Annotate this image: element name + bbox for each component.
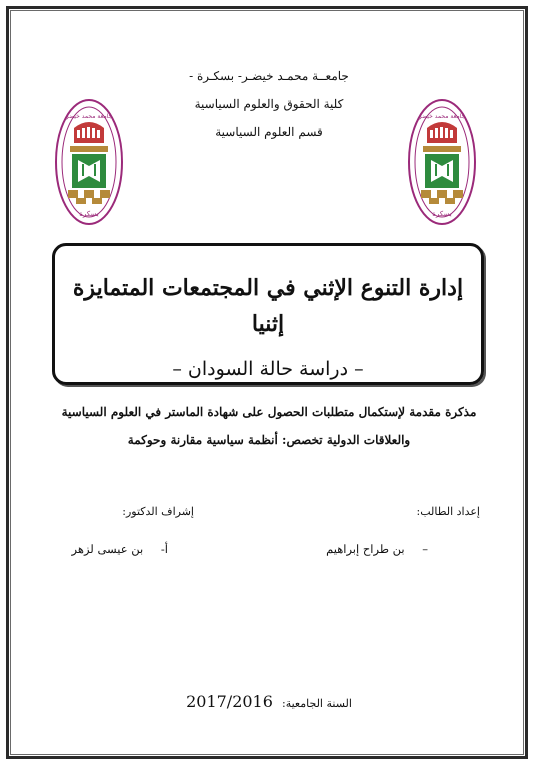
emblem-bottom-text: بسكرة [79, 210, 99, 218]
thesis-description-line1: مذكرة مقدمة لإستكمال متطلبات الحصول على شهادة الماستر في العلوم السياسية [61, 405, 477, 419]
student-name-line [326, 542, 428, 556]
faculty-name: كلية الحقوق والعلوم السياسية [194, 97, 344, 111]
thesis-description [20, 398, 518, 454]
thesis-title: إدارة التنوع الإثني في المجتمعات المتمايزة إثنيا [72, 275, 464, 337]
academic-year [0, 692, 538, 711]
university-emblem-icon [54, 98, 124, 226]
student-prefix: – [422, 542, 428, 556]
academic-year-label: السنة الجامعية: [282, 697, 352, 710]
student-name: بن طراح إبراهيم [326, 542, 405, 556]
emblem-bottom-text: بسكرة [432, 210, 452, 218]
academic-year-value: 2017/2016 [186, 692, 273, 711]
student-label: إعداد الطالب: [416, 505, 480, 518]
supervisor-prefix: أ- [160, 542, 168, 556]
thesis-subtitle: – دراسة حالة السودان – [172, 358, 364, 380]
emblem-ring-text: جامعة محمد خيضر [418, 113, 466, 120]
title-box [52, 243, 484, 385]
department-name: قسم العلوم السياسية [215, 125, 323, 139]
supervisor-name-line [72, 542, 168, 556]
university-emblem-icon [407, 98, 477, 226]
emblem-ring-text: جامعة محمد خيضر [65, 113, 113, 120]
university-name: جامعــة محمـد خيضـر- بسكـرة - [189, 69, 349, 83]
thesis-description-line2: والعلاقات الدولية تخصص: أنظمة سياسية مقارنة وحوكمة [127, 433, 411, 447]
supervisor-label: إشراف الدكتور: [122, 505, 194, 518]
supervisor-name: بن عيسى لزهر [71, 542, 144, 556]
